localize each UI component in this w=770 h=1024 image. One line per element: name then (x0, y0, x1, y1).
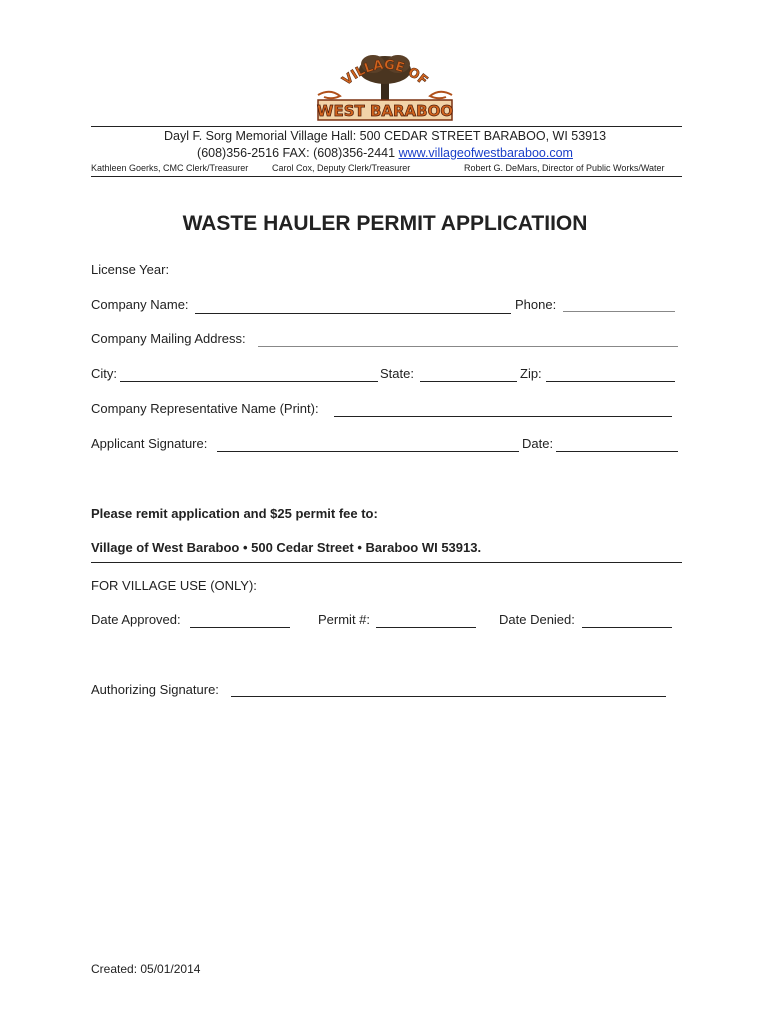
village-logo (310, 50, 460, 125)
phone-label: Phone: (515, 297, 557, 312)
city-field[interactable] (120, 381, 378, 382)
date-approved-field[interactable] (190, 627, 290, 628)
company-name-field[interactable] (195, 313, 511, 314)
header-bottom-rule (91, 176, 682, 177)
zip-label: Zip: (520, 366, 542, 381)
mailing-address-label: Company Mailing Address: (91, 331, 246, 346)
village-use-heading: FOR VILLAGE USE (ONLY): (91, 578, 257, 593)
date-label: Date: (522, 436, 554, 451)
staff-clerk: Kathleen Goerks, CMC Clerk/Treasurer (91, 163, 249, 173)
date-denied-label: Date Denied: (499, 612, 575, 627)
license-year-label: License Year: (91, 262, 170, 277)
zip-field[interactable] (546, 381, 675, 382)
authorizing-signature-label: Authorizing Signature: (91, 682, 219, 697)
website-link[interactable]: www.villageofwestbaraboo.com (398, 146, 573, 160)
date-approved-label: Date Approved: (91, 612, 181, 627)
date-denied-field[interactable] (582, 627, 672, 628)
applicant-signature-field[interactable] (217, 451, 519, 452)
staff-deputy-clerk: Carol Cox, Deputy Clerk/Treasurer (272, 163, 411, 173)
permit-number-label: Permit #: (318, 612, 371, 627)
remit-address: Village of West Baraboo • 500 Cedar Street • Baraboo WI 53913. (91, 540, 482, 555)
phone-field[interactable] (563, 311, 675, 312)
representative-field[interactable] (334, 416, 672, 417)
phone-fax-line (0, 146, 770, 160)
city-label: City: (91, 366, 117, 381)
state-label: State: (380, 366, 414, 381)
permit-number-field[interactable] (376, 627, 476, 628)
staff-public-works: Robert G. DeMars, Director of Public Works/Water (464, 163, 665, 173)
page-title: WASTE HAULER PERMIT APPLICATIION (182, 212, 588, 235)
header-top-rule (91, 126, 682, 127)
authorizing-signature-field[interactable] (231, 696, 666, 697)
phone-fax: (608)356-2516 FAX: (608)356-2441 (197, 146, 399, 160)
created-date: Created: 05/01/2014 (91, 962, 201, 976)
address-line: Dayl F. Sorg Memorial Village Hall: 500 CEDAR STREET BARABOO, WI 53913 (163, 129, 607, 143)
representative-label: Company Representative Name (Print): (91, 401, 319, 416)
company-name-label: Company Name: (91, 297, 189, 312)
logo-top-text: VILLAGE OF (339, 57, 431, 89)
logo-bottom-text: WEST BARABOO (316, 102, 454, 120)
applicant-signature-label: Applicant Signature: (91, 436, 208, 451)
mailing-address-field[interactable] (258, 346, 678, 347)
remit-instructions: Please remit application and $25 permit fee to: (91, 506, 378, 521)
state-field[interactable] (420, 381, 517, 382)
section-divider (91, 562, 682, 563)
date-field[interactable] (556, 451, 678, 452)
